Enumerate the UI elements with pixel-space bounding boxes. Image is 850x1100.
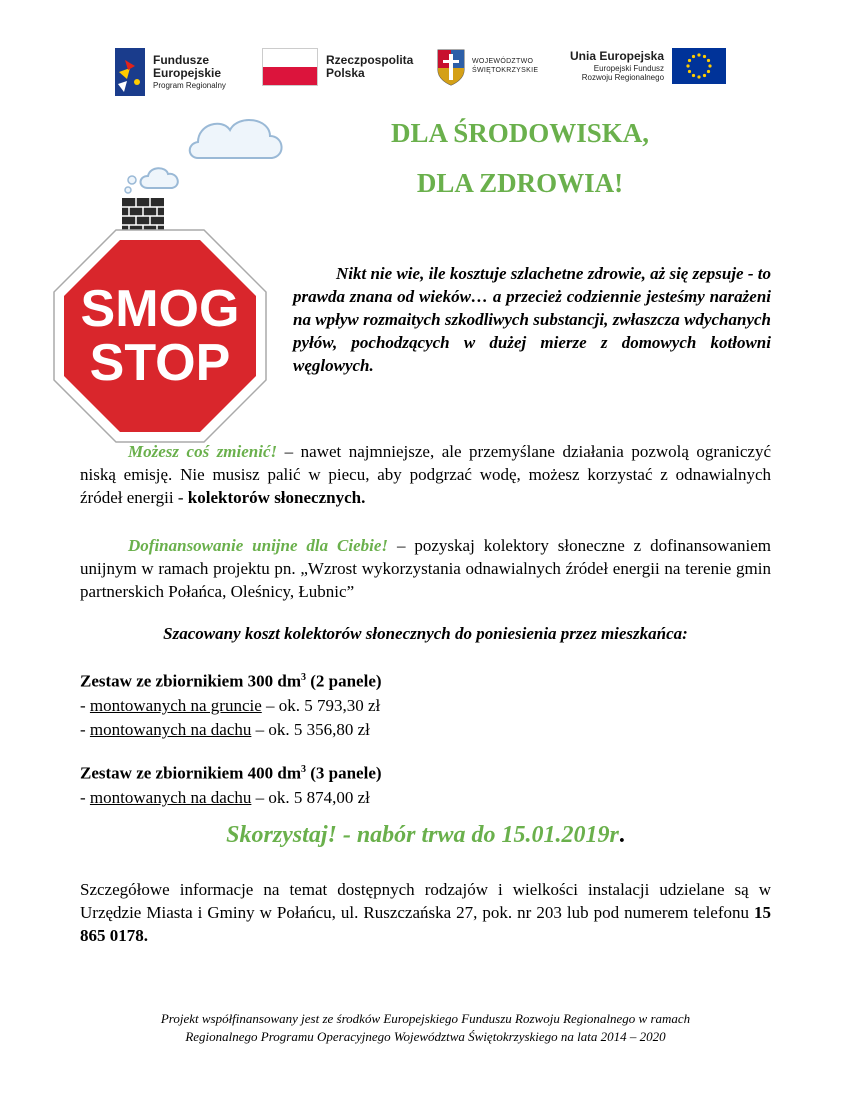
set-300 xyxy=(80,666,771,742)
footer xyxy=(80,1010,771,1046)
set-300-item-roof: - montowanych na dachu – ok. 5 356,80 zł xyxy=(80,719,370,739)
footer-line1: Projekt współfinansowany jest ze środków Europejskiego Funduszu Rozwoju Regionalnego w ramach xyxy=(160,1011,691,1026)
paragraph-funding xyxy=(80,534,771,603)
unia-line2: Europejski Fundusz xyxy=(593,63,665,73)
wojewodztwo-line1: WOJEWÓDZTWO xyxy=(472,58,534,66)
eu-flag-icon xyxy=(672,48,726,84)
small-cloud-icon xyxy=(141,168,178,188)
fundusze-line3: Program Regionalny xyxy=(153,81,226,91)
unia-line3: Rozwoju Regionalnego xyxy=(581,72,665,82)
paragraph-change-lead: Możesz coś zmienić! xyxy=(128,442,278,461)
set-300-title: Zestaw ze zbiornikiem 300 $dm^3$ (2 panele) xyxy=(80,671,382,691)
rzeczpospolita-logo xyxy=(262,48,413,86)
intro-paragraph: Nikt nie wie, ile kosztuje szlachetne zdrowie, aż się zepsuje - to prawda znana od wieków… a przecież codziennie jesteśmy narażeni na wpływ rozmaitych szkodliwych substancji, zwłaszcza wdychanych pyłów, pochodzących w dużej mierze z domowych kotłowni węglowych. xyxy=(293,264,771,375)
fundusze-europejskie-icon xyxy=(115,48,145,96)
heading-line1: DLA ŚRODOWISKA, xyxy=(390,118,650,148)
smog-stop-graphic xyxy=(50,110,290,445)
cloud-icon xyxy=(190,120,282,158)
rzeczpospolita-line1: Rzeczpospolita xyxy=(326,52,414,67)
fundusze-line1: Fundusze xyxy=(153,52,209,67)
set-400 xyxy=(80,758,771,810)
unia-line1: Unia Europejska xyxy=(570,48,665,63)
heading-line2: DLA ZDROWIA! xyxy=(416,168,624,198)
info-paragraph: Szczegółowe informacje na temat dostępnych rodzajów i wielkości instalacji udzielane są w Urzędzie Miasta i Gminy w Połańcu, ul. Ruszczańska 27, pok. nr 203 lub pod numerem telefonu 15 865 0178. xyxy=(80,880,771,945)
sign-text-stop: STOP xyxy=(89,334,231,392)
fundusze-europejskie-logo xyxy=(115,48,226,96)
paragraph-change-text: – nawet najmniejsze, ale przemyślane działania pozwolą ograniczyć niską emisję. Nie musisz palić w piecu, aby podgrzać wodę, możesz korzystać z odnawialnych źródeł energii - xyxy=(80,442,771,507)
set-300-item-ground: - montowanych na gruncie – ok. 5 793,30 zł xyxy=(80,695,381,715)
rzeczpospolita-line2: Polska xyxy=(326,66,365,80)
wojewodztwo-logo xyxy=(436,48,538,86)
coat-of-arms-icon xyxy=(436,48,466,86)
fundusze-line2: Europejskie xyxy=(153,66,222,81)
footer-line2: Regionalnego Programu Operacyjnego Województwa Świętokrzyskiego na lata 2014 – 2020 xyxy=(185,1029,666,1044)
smoke-puffs-icon xyxy=(125,176,136,193)
polish-flag-icon xyxy=(262,48,318,86)
set-400-title: Zestaw ze zbiornikiem 400 $dm^3$ (3 panele) xyxy=(80,763,382,783)
phone-number: 15 865 0178. xyxy=(80,903,771,945)
call-to-action: Skorzystaj! - nabór trwa do 15.01.2019r. xyxy=(226,822,625,848)
paragraph-change xyxy=(80,440,771,509)
sign-text-smog: SMOG xyxy=(80,280,240,338)
paragraph-funding-text: – pozyskaj kolektory słoneczne z dofinansowaniem unijnym w ramach projektu pn. „Wzrost wykorzystania odnawialnych źródeł energii na terenie gmin partnerskich Połańca, Oleśnicy, Łubnic” xyxy=(80,536,771,601)
cost-heading: Szacowany koszt kolektorów słonecznych do poniesienia przez mieszkańca: xyxy=(163,624,688,643)
paragraph-funding-lead: Dofinansowanie unijne dla Ciebie! xyxy=(128,536,389,555)
set-400-item-roof: - montowanych na dachu – ok. 5 874,00 zł xyxy=(80,787,370,807)
unia-europejska-logo xyxy=(570,48,726,84)
stop-sign-icon xyxy=(54,230,266,442)
paragraph-change-bold: kolektorów słonecznych. xyxy=(187,488,366,507)
wojewodztwo-line2: ŚWIĘTOKRZYSKIE xyxy=(472,67,539,74)
logo-bar xyxy=(0,48,850,100)
